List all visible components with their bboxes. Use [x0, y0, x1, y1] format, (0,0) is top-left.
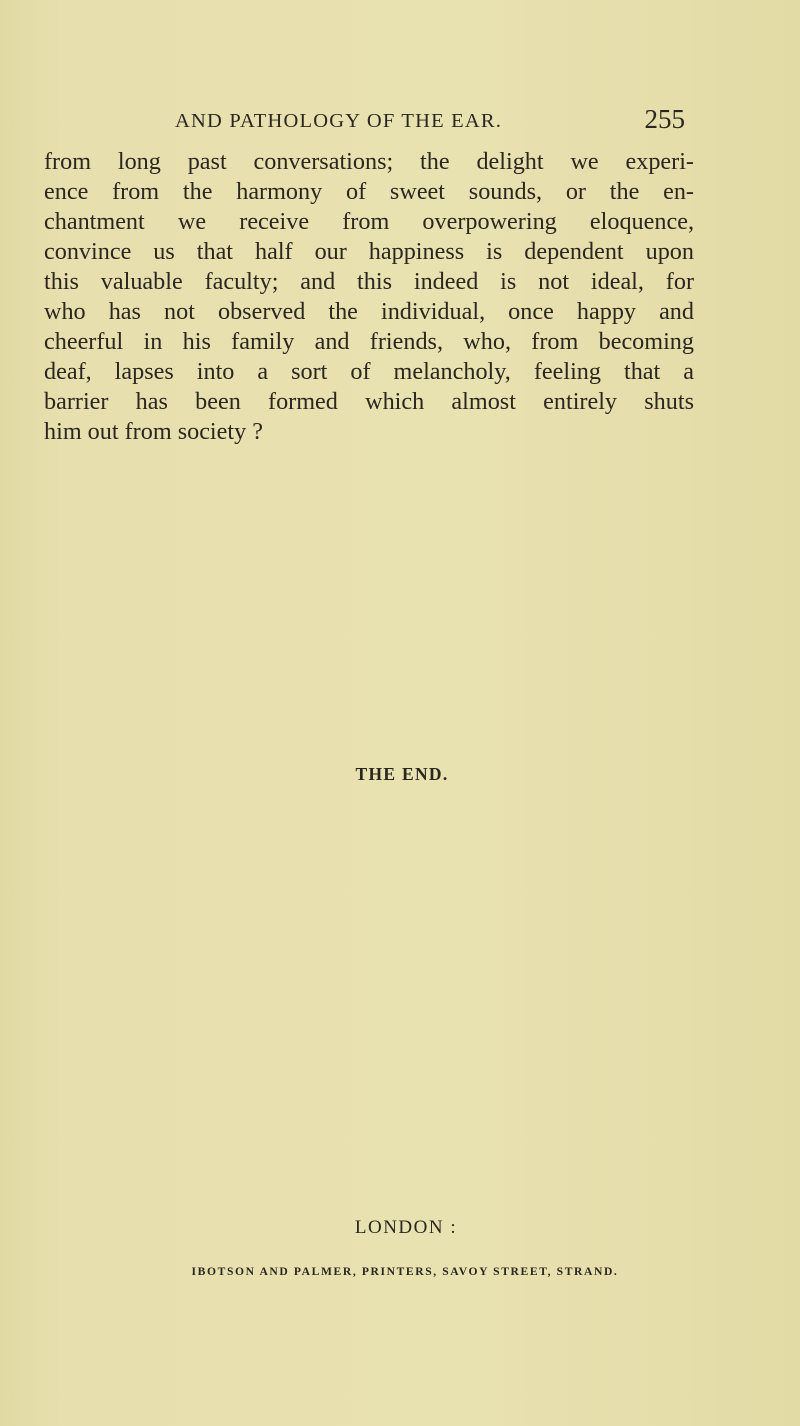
page-number: 255 [644, 104, 685, 134]
text-line: ence from the harmony of sweet sounds, or the en- [44, 178, 694, 205]
text-line: barrier has been formed which almost entirely shuts [44, 388, 694, 415]
text-line: this valuable faculty; and this indeed is not ideal, for [44, 268, 694, 295]
text-line: chantment we receive from overpowering eloquence, [44, 208, 694, 235]
text-line: him out from society ? [44, 418, 263, 445]
text-line: convince us that half our happiness is dependent upon [44, 238, 694, 265]
imprint-printers: IBOTSON AND PALMER, PRINTERS, SAVOY STREET, STRAND. [191, 1265, 619, 1278]
the-end-heading: THE END. [355, 764, 449, 784]
text-line: cheerful in his family and friends, who, from becoming [44, 328, 694, 355]
text-line: deaf, lapses into a sort of melancholy, feeling that a [44, 358, 694, 385]
running-title: AND PATHOLOGY OF THE EAR. [175, 110, 503, 132]
page-header [150, 104, 685, 140]
text-line: who has not observed the individual, once happy and [44, 298, 694, 325]
text-line: from long past conversations; the delight we experi- [44, 148, 694, 175]
body-paragraph [44, 147, 694, 447]
imprint-city: LONDON : [354, 1217, 458, 1238]
